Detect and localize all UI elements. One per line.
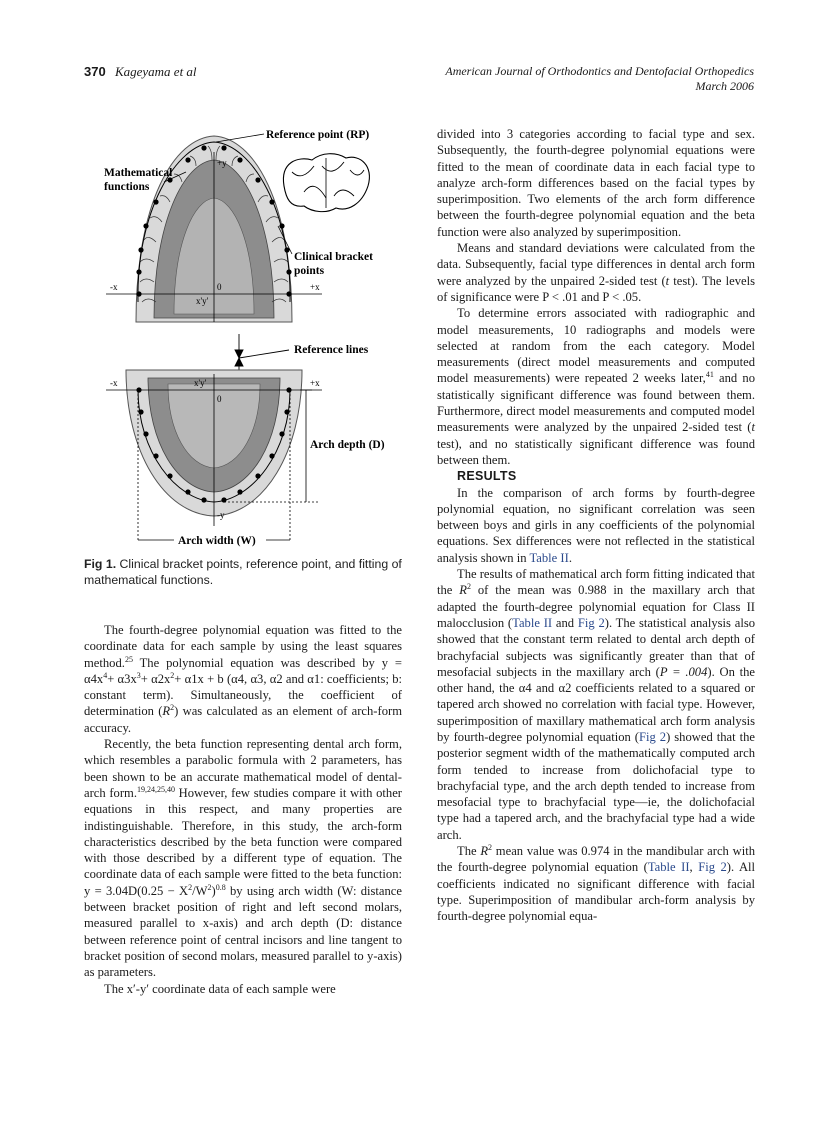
fig-2-link[interactable]: Fig 2 — [698, 860, 727, 875]
paragraph: divided into 3 categories according to facial type and sex. Subsequently, the fourth-degree polynomial equations were fitted to the mean of coordinate data in each facial type to analyze arch-form differences based on the facial types by superimposition. Two elements of the arch form difference between the fourth-degree polynomial equation and the beta function were also analyzed by superimposition. — [437, 127, 755, 239]
paragraph: Recently, the beta function representing dental arch form, which resembles a parabolic formula with 2 parameters, has been shown to be an accurate mathematical model of dental-arch form.$^{19,24,25,40}$ However, few studies compare it with other equations in this respect, and many properties are indistinguishable. Therefore, in this study, the arch-form characteristics described by the beta function were compared with those described by a different type of equation. The coordinate data of each sample were fitted to the beta function: $y = 3.04D(0.25 - X^2/W^2)^{0.8}$ by using arch width (W: distance between bracket position of right and left second molars, measured parallel to x-axis) and arch depth (D: distance between reference point of central incisors and line tangent to bracket position of second molars, measured parallel to y-axis) as parameters. — [84, 737, 402, 980]
axis-minus-x-lower: -x — [110, 378, 118, 388]
fig-2-link[interactable]: Fig 2 — [639, 729, 667, 744]
label-mathematical: Mathematical — [104, 167, 173, 179]
caption-text: Clinical bracket points, reference point, and fitting of mathematical functions. — [84, 557, 402, 587]
caption-label: Fig 1. — [84, 557, 117, 571]
issue-date: March 2006 — [695, 79, 754, 93]
author-line: Kageyama et al — [114, 64, 197, 79]
running-header-right — [394, 64, 754, 94]
label-points: points — [294, 265, 325, 277]
tooth-inset-icon — [283, 154, 369, 212]
paragraph: Means and standard deviations were calculated from the data. Subsequently, facial type differences in dental arch form were analyzed by the unpaired 2-sided test (t test). The levels of significance were P < .01 and P < .05. — [437, 241, 755, 304]
figure-caption — [84, 556, 402, 588]
page-number: 370 — [84, 64, 106, 79]
running-header-left — [84, 64, 197, 80]
axis-minus-y-lower: -y — [217, 510, 225, 520]
axis-plus-y-upper: +y — [217, 158, 227, 168]
paragraph: The fourth-degree polynomial equation was fitted to the coordinate data for each sample by using the least squares method.$^{25}$ The polynomial equation was described by $y = \alpha 4x^4+ \alpha 3x^3+ \alpha 2x^2+ \alpha 1x + b$ (α4, α3, α2 and α1: coefficients; b: constant term). Simultaneously, the coefficient of determination $(R^2)$ was calculated as an element of arch-form accuracy. — [84, 623, 402, 735]
label-reference-point: Reference point (RP) — [266, 129, 370, 141]
axis-origin-lower: 0 — [217, 394, 222, 404]
fig-2-link[interactable]: Fig 2 — [577, 615, 605, 630]
paragraph: In the comparison of arch forms by fourth-degree polynomial equation, no significant correlation was seen between boys and girls in any coefficients of the polynomial equations. Sex differences were not reflected in the statistical analysis shown in Table II. — [437, 485, 755, 565]
section-heading-results: RESULTS — [457, 469, 517, 484]
paragraph: The results of mathematical arch form fitting indicated that the $R^2$ of the mean was 0.988 in the maxillary arch that adapted the fourth-degree polynomial equation for Class II malocclusion (Table II and Fig 2). The statistical analysis also showed that the constant term related to dental arch depth of brachyfacial subjects was significantly greater than that of mesofacial subjects in the maxillary arch (P = .004). On the other hand, the α4 and α2 coefficients related to a squared or tapered arch showed no correlation with facial type. However, superimposition of maxillary mathematical arch form analysis by fourth-degree polynomial equation (Fig 2) showed that the posterior segment width of the mathematically computed arch form tended to increase from dolichofacial type to brachyfacial type, and the arch depth tended to increase from mesofacial type to brachyfacial type—ie, the dolichofacial type had a tapered arch, and the brachyfacial type had a wide arch. — [437, 567, 756, 842]
table-ii-link[interactable]: Table II — [512, 615, 553, 630]
axis-xy-upper: x'y' — [196, 296, 209, 306]
paragraph: The x′-y′ coordinate data of each sample were — [104, 981, 336, 996]
axis-origin-upper: 0 — [217, 282, 222, 292]
label-functions: functions — [104, 181, 150, 193]
table-ii-link[interactable]: Table II — [647, 860, 690, 875]
left-column — [84, 622, 402, 997]
figure-1 — [84, 122, 402, 547]
axis-minus-x-upper: -x — [110, 282, 118, 292]
table-ii-link[interactable]: Table II — [529, 550, 569, 565]
label-clinical-bracket: Clinical bracket — [294, 251, 373, 263]
label-arch-depth: Arch depth (D) — [310, 439, 385, 451]
paragraph: The $R^2$ mean value was 0.974 in the mandibular arch with the fourth-degree polynomial equation (Table II, Fig 2). All coefficients indicated no significant difference with facial type. Superimposition of mandibular arch-form analysis by fourth-degree polynomial equa- — [437, 842, 756, 924]
paragraph: To determine errors associated with radiographic and model measurements, 10 radiographs and models were selected at random from the each category. Model measurements (direct model measurements and computed model measurements) were repeated 2 weeks later,$^{41}$ and no statistically significant difference was found between them. Furthermore, direct model measurements and computed model measurements were analyzed by the unpaired 2-sided test (t test), and no statistically significant difference was found between them. — [437, 306, 756, 467]
label-reference-lines: Reference lines — [294, 344, 369, 356]
axis-xy-lower: x'y' — [194, 378, 207, 388]
axis-plus-x-lower: +x — [310, 378, 320, 388]
axis-plus-x-upper: +x — [310, 282, 320, 292]
mandibular-arch-drawing — [106, 370, 322, 540]
label-arch-width: Arch width (W) — [178, 535, 256, 547]
journal-title: American Journal of Orthodontics and Dentofacial Orthopedics — [445, 64, 754, 78]
right-column — [437, 126, 755, 925]
